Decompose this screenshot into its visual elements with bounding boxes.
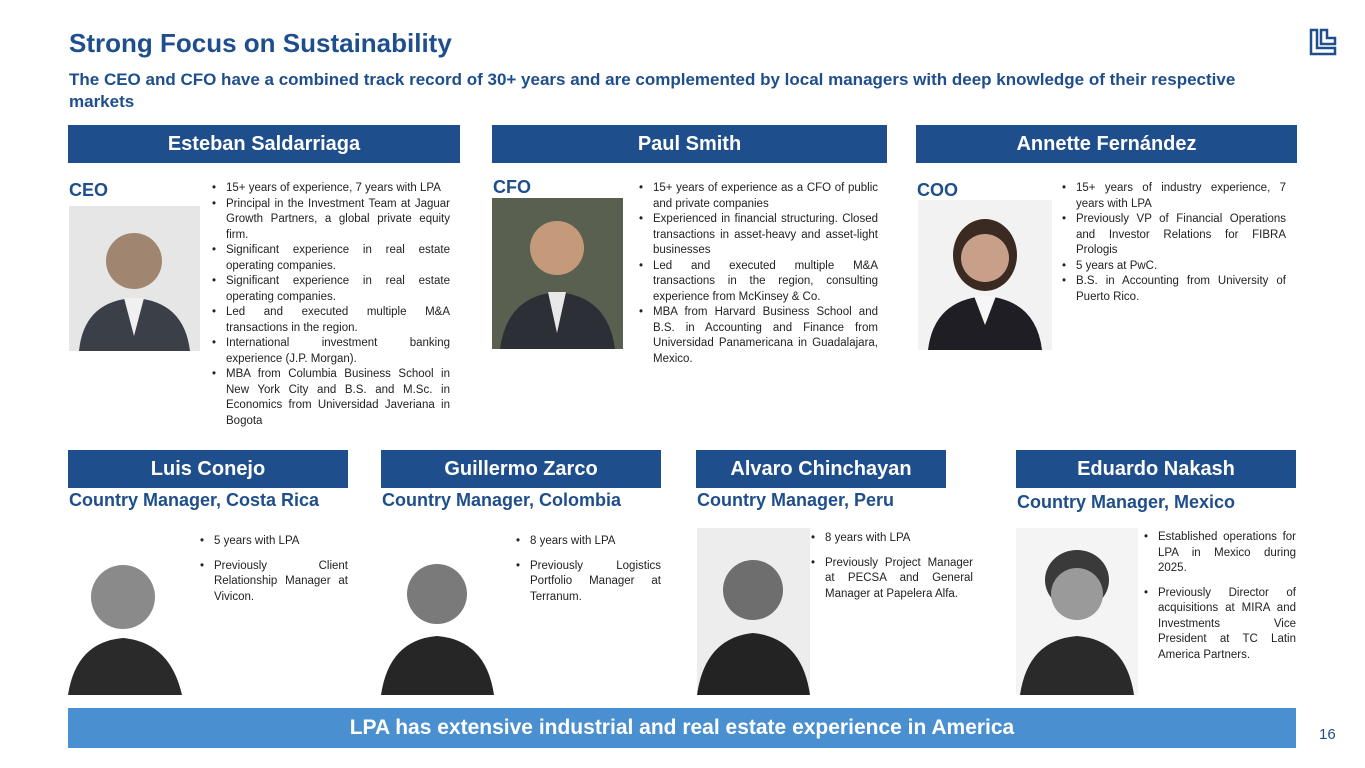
manager-bio-list (809, 531, 973, 611)
bio-item: • Significant experience in real estate operating companies. (210, 243, 450, 274)
exec-photo (492, 198, 623, 349)
manager-title: Country Manager, Peru (697, 490, 895, 510)
manager-name-bar: Luis Conejo (68, 450, 348, 488)
person-silhouette-icon (68, 532, 182, 695)
exec-role: CFO (493, 177, 531, 197)
manager-title: Country Manager, Costa Rica (69, 490, 320, 510)
manager-photo (381, 532, 494, 695)
manager-title: Country Manager, Mexico (1017, 492, 1236, 512)
bio-item: • Led and executed multiple M&A transactions in the region. (210, 305, 450, 336)
exec-bio-list (637, 181, 878, 367)
exec-photo (69, 206, 200, 351)
bio-item: • Significant experience in real estate operating companies. (210, 274, 450, 305)
bio-item: • Previously VP of Financial Operations and Investor Relations for FIBRA Prologis (1060, 212, 1286, 259)
bio-item: • MBA from Harvard Business School and B.S. in Accounting and Finance from Universidad Panamericana in Guadalajara, Mexico. (637, 305, 878, 367)
person-silhouette-icon (69, 206, 200, 351)
exec-role: CEO (69, 180, 109, 200)
manager-photo (68, 532, 182, 695)
person-silhouette-icon (1016, 528, 1138, 695)
person-silhouette-icon (381, 532, 494, 695)
bio-item: • Previously Logistics Portfolio Manager at Terranum. (514, 559, 661, 606)
page-title: Strong Focus on Sustainability (69, 28, 452, 58)
person-silhouette-icon (492, 198, 623, 349)
manager-name-bar: Guillermo Zarco (381, 450, 661, 488)
bio-item: • International investment banking experience (J.P. Morgan). (210, 336, 450, 367)
exec-bio-list (210, 181, 450, 429)
bio-item: • 15+ years of experience as a CFO of public and private companies (637, 181, 878, 212)
manager-bio-list (514, 534, 661, 614)
bio-item: • Led and executed multiple M&A transactions in the region, consulting experience from McKinsey & Co. (637, 259, 878, 306)
bio-item: • Previously Director of acquisitions at MIRA and Investments Vice President at TC Latin America Partners. (1142, 586, 1296, 664)
bio-item: • 8 years with LPA (809, 531, 973, 547)
lpa-logo-icon (1309, 28, 1337, 56)
bio-item: • Experienced in financial structuring. Closed transactions in asset-heavy and asset-light businesses (637, 212, 878, 259)
bio-item: • 15+ years of industry experience, 7 years with LPA (1060, 181, 1286, 212)
bio-item: • Previously Client Relationship Manager at Vivicon. (198, 559, 348, 606)
manager-photo (697, 528, 810, 695)
page-number: 16 (1319, 726, 1336, 743)
bio-item: • Established operations for LPA in Mexico during 2025. (1142, 530, 1296, 577)
exec-name-bar: Paul Smith (492, 125, 887, 163)
footer-banner: LPA has extensive industrial and real estate experience in America (68, 708, 1296, 748)
exec-bio-list (1060, 181, 1286, 305)
page-subtitle: The CEO and CFO have a combined track record of 30+ years and are complemented by local managers with deep knowledge of their respective markets (69, 70, 1236, 111)
bio-item: • 5 years with LPA (198, 534, 348, 550)
manager-bio-list (1142, 530, 1296, 672)
manager-title: Country Manager, Colombia (382, 490, 622, 510)
exec-name-bar: Esteban Saldarriaga (68, 125, 460, 163)
person-silhouette-icon (918, 200, 1052, 350)
bio-item: • B.S. in Accounting from University of Puerto Rico. (1060, 274, 1286, 305)
bio-item: • 15+ years of experience, 7 years with LPA (210, 181, 450, 197)
bio-item: • 5 years at PwC. (1060, 259, 1286, 275)
exec-role: COO (917, 180, 959, 200)
person-silhouette-icon (697, 528, 810, 695)
manager-photo (1016, 528, 1138, 695)
manager-name-bar: Alvaro Chinchayan (696, 450, 946, 488)
exec-photo (918, 200, 1052, 350)
bio-item: • Principal in the Investment Team at Jaguar Growth Partners, a global private equity firm. (210, 197, 450, 244)
manager-name-bar: Eduardo Nakash (1016, 450, 1296, 488)
manager-bio-list (198, 534, 348, 614)
bio-item: • MBA from Columbia Business School in New York City and B.S. and M.Sc. in Economics from Universidad Javeriana in Bogota (210, 367, 450, 429)
bio-item: • Previously Project Manager at PECSA and General Manager at Papelera Alfa. (809, 556, 973, 603)
exec-name-bar: Annette Fernández (916, 125, 1297, 163)
bio-item: • 8 years with LPA (514, 534, 661, 550)
